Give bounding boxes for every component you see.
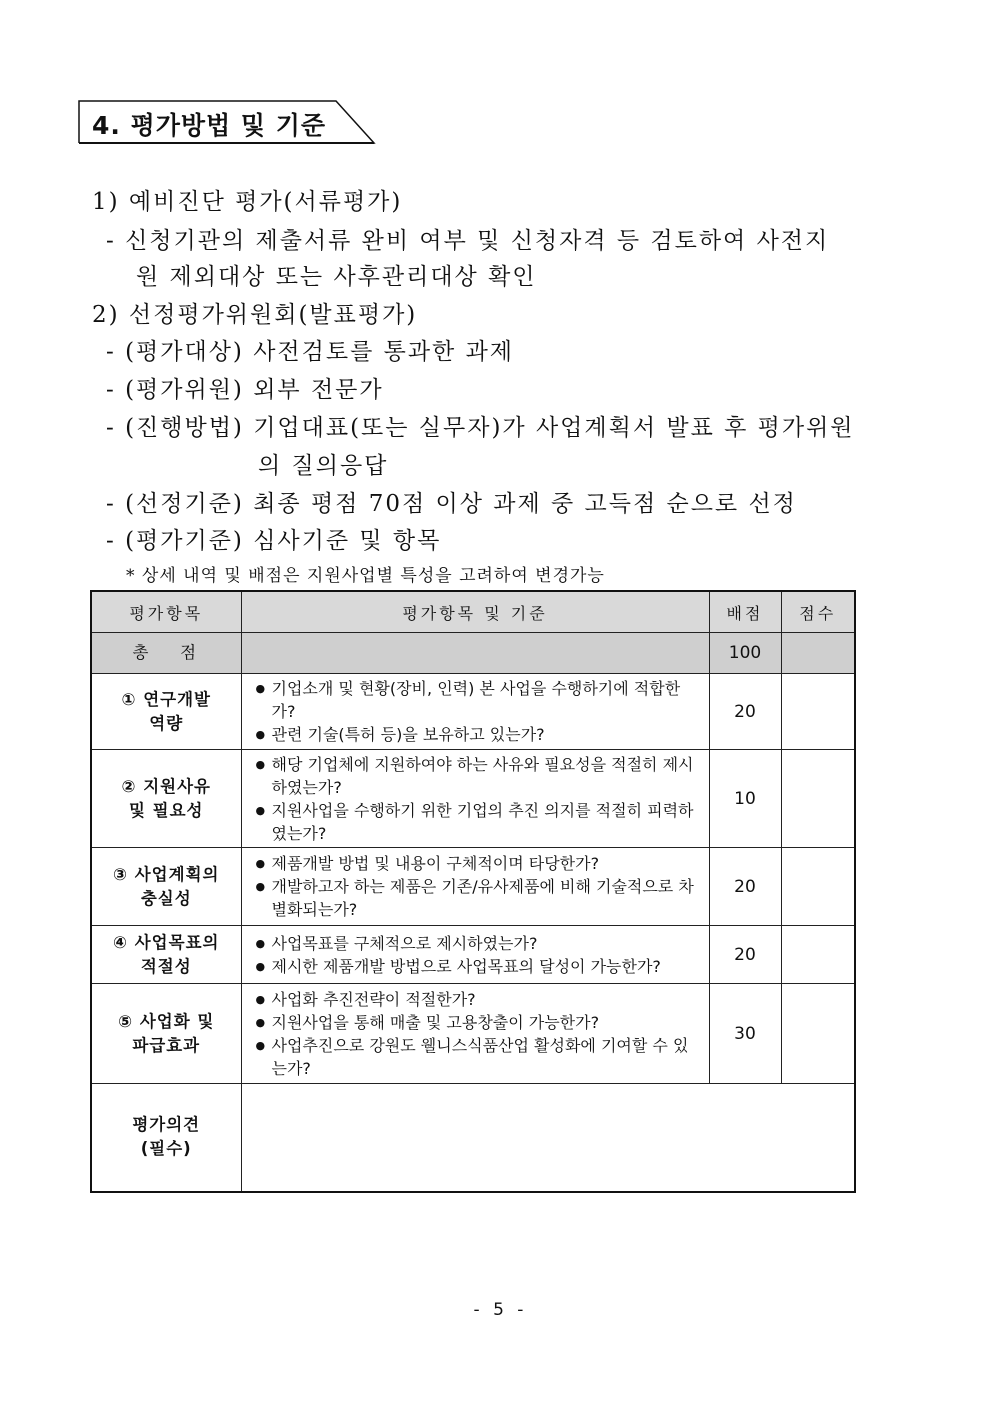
criterion-item: ● 기업소개 및 현황(장비, 인력) 본 사업을 수행하기에 적합한가? — [272, 677, 703, 723]
subsection-2-line-2: - (평가위원) 외부 전문가 — [106, 377, 384, 403]
item-name: ① 연구개발 역량 — [91, 674, 241, 750]
opinion-row — [91, 1084, 855, 1192]
criteria-cell — [241, 750, 709, 848]
allocation-score: 20 — [709, 674, 781, 750]
item-name: ④ 사업목표의 적절성 — [91, 926, 241, 984]
total-label: 총 점 — [91, 633, 241, 674]
header-score: 점수 — [781, 591, 855, 633]
total-score: 100 — [709, 633, 781, 674]
subsection-2-line-1: - (평가대상) 사전검토를 통과한 과제 — [106, 339, 515, 365]
total-criteria-cell — [241, 633, 709, 674]
criterion-item: ● 해당 기업체에 지원하여야 하는 사유와 필요성을 적절히 제시하였는가? — [272, 753, 703, 799]
header-allocation: 배점 — [709, 591, 781, 633]
subsection-1-line-2: 원 제외대상 또는 사후관리대상 확인 — [136, 264, 537, 290]
evaluation-table — [90, 590, 856, 1193]
table-row — [91, 848, 855, 926]
item-name: ② 지원사유 및 필요성 — [91, 750, 241, 848]
criterion-item: ● 지원사업을 수행하기 위한 기업의 추진 의지를 적절히 피력하였는가? — [272, 799, 703, 845]
table-row — [91, 926, 855, 984]
subsection-1-title: 1) 예비진단 평가(서류평가) — [92, 189, 403, 215]
criterion-item: ● 지원사업을 통해 매출 및 고용창출이 가능한가? — [272, 1011, 703, 1034]
table-row — [91, 750, 855, 848]
table-row — [91, 984, 855, 1084]
item-name: ⑤ 사업화 및 파급효과 — [91, 984, 241, 1084]
section-heading — [78, 100, 376, 144]
opinion-field[interactable] — [241, 1084, 855, 1192]
points-cell[interactable] — [781, 984, 855, 1084]
header-item: 평가항목 — [91, 591, 241, 633]
criterion-item: ● 사업화 추진전략이 적절한가? — [272, 988, 703, 1011]
total-row — [91, 633, 855, 674]
subsection-2-line-4: - (선정기준) 최종 평점 70점 이상 과제 중 고득점 순으로 선정 — [106, 491, 797, 517]
criterion-item: ● 제품개발 방법 및 내용이 구체적이며 타당한가? — [272, 852, 703, 875]
criterion-item: ● 개발하고자 하는 제품은 기존/유사제품에 비해 기술적으로 차별화되는가? — [272, 875, 703, 921]
page-number: - 5 - — [473, 1300, 528, 1320]
criterion-item: ● 사업추진으로 강원도 웰니스식품산업 활성화에 기여할 수 있는가? — [272, 1034, 703, 1080]
criteria-cell — [241, 984, 709, 1084]
table-row — [91, 674, 855, 750]
section-title: 4. 평가방법 및 기준 — [92, 111, 327, 140]
allocation-score: 20 — [709, 848, 781, 926]
header-criteria: 평가항목 및 기준 — [241, 591, 709, 633]
subsection-2-line-3: - (진행방법) 기업대표(또는 실무자)가 사업계획서 발표 후 평가위원 — [106, 415, 855, 441]
subsection-2-title: 2) 선정평가위원회(발표평가) — [92, 302, 418, 328]
total-points-cell — [781, 633, 855, 674]
criterion-item: ● 사업목표를 구체적으로 제시하였는가? — [272, 932, 703, 955]
criteria-cell — [241, 926, 709, 984]
subsection-2-line-5: - (평가기준) 심사기준 및 항목 — [106, 528, 442, 554]
criteria-cell — [241, 674, 709, 750]
points-cell[interactable] — [781, 750, 855, 848]
allocation-score: 30 — [709, 984, 781, 1084]
subsection-1-line-1: - 신청기관의 제출서류 완비 여부 및 신청자격 등 검토하여 사전지 — [106, 228, 830, 254]
criterion-item: ● 제시한 제품개발 방법으로 사업목표의 달성이 가능한가? — [272, 955, 703, 978]
points-cell[interactable] — [781, 926, 855, 984]
note: * 상세 내역 및 배점은 지원사업별 특성을 고려하여 변경가능 — [126, 566, 605, 586]
points-cell[interactable] — [781, 674, 855, 750]
points-cell[interactable] — [781, 848, 855, 926]
allocation-score: 10 — [709, 750, 781, 848]
table-header-row — [91, 591, 855, 633]
subsection-2-line-3-cont: 의 질의응답 — [258, 453, 389, 479]
opinion-label: 평가의견 (필수) — [91, 1084, 241, 1192]
criteria-cell — [241, 848, 709, 926]
item-name: ③ 사업계획의 충실성 — [91, 848, 241, 926]
allocation-score: 20 — [709, 926, 781, 984]
criterion-item: ● 관련 기술(특허 등)을 보유하고 있는가? — [272, 723, 703, 746]
